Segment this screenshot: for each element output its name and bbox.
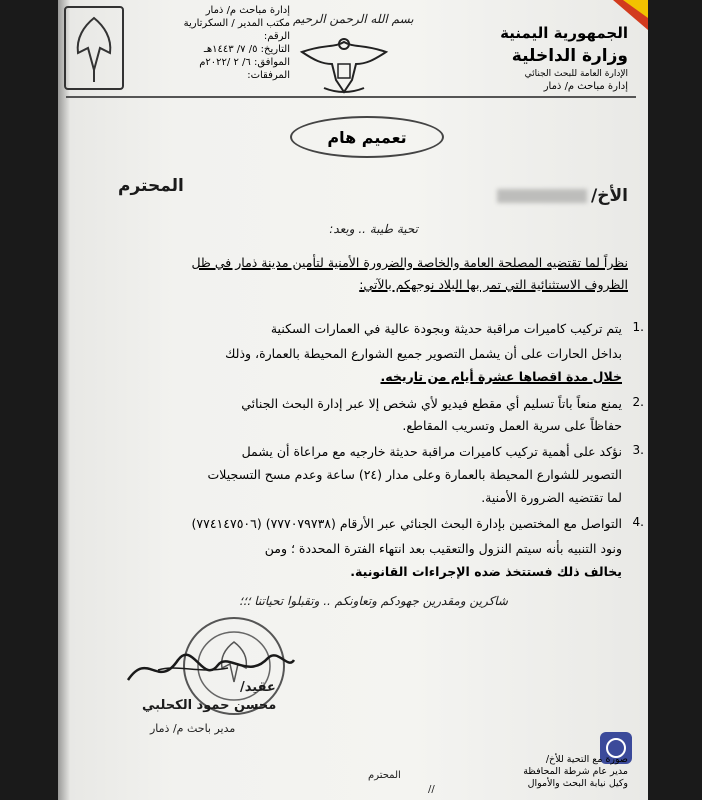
item-1-line-2: بداخل الحارات على أن يشمل التصوير جميع الشوارع المحيطة بالعمارة، وذلك	[225, 346, 622, 361]
item-2-line-1: يمنع منعاً باتاً تسليم أي مقطع فيديو لأي شخص إلا عبر إدارة البحث الجنائي	[241, 396, 622, 411]
header-left-attachments: المرفقات:	[247, 70, 290, 81]
respected-label: المحترم	[118, 176, 184, 196]
footer-line1: مدير عام شرطة المحافظة	[523, 766, 628, 777]
intro-line-2: الظروف الاستثنائية التي تمر بها البلاد نوجهكم بالآتي:	[359, 277, 628, 292]
addressee-label	[493, 186, 628, 206]
item-2-number: 2.	[632, 395, 644, 409]
item-4-line-1: التواصل مع المختصين بإدارة البحث الجنائي عبر الأرقام (٧٧٧٠٧٩٧٣٨) (٧٧٤١٤٧٥٠٦)	[191, 516, 622, 531]
ministry-name: وزارة الداخلية	[511, 46, 628, 66]
item-1-line-3: خلال مدة اقصاها عشرة أيام من تاريخه.	[380, 369, 622, 384]
item-2-line-2: حفاظاً على سرية العمل وتسريب المقاطع.	[402, 418, 622, 433]
signatory-name: محسن حمود الكحلبي	[142, 698, 277, 713]
item-1-line-1: يتم تركيب كاميرات مراقبة حديثة وبجودة عالية في العمارات السكنية	[270, 321, 622, 336]
directorate-name: الإدارة العامة للبحث الجنائي	[524, 69, 628, 79]
header-left-date: التاريخ: ٥/ ٧/ ١٤٤٣هـ	[203, 44, 290, 55]
item-4-number: 4.	[632, 515, 644, 529]
eagle-emblem-icon	[66, 8, 122, 88]
footer-respected: المحترم	[368, 770, 401, 781]
document-page	[58, 0, 648, 800]
redacted-name	[497, 189, 587, 203]
signatory-rank: عقيد/	[240, 680, 276, 695]
addressee-to: الأخ/	[591, 186, 628, 206]
republic-name: الجمهورية اليمنية	[500, 24, 628, 42]
item-1-number: 1.	[632, 320, 644, 334]
header-left-line2: مكتب المدير / السكرتارية	[183, 18, 290, 29]
header-left-line1: إدارة مباحث م/ ذمار	[205, 5, 290, 16]
item-3-number: 3.	[632, 443, 644, 457]
salutation: تحية طيبة .. وبعد:	[329, 222, 418, 236]
page-shadow	[58, 0, 70, 800]
closing-line: شاكرين ومقدرين جهودكم وتعاونكم .. وتقبلوا تحياتنا ؛؛؛	[239, 594, 508, 608]
footer-line2: وكيل نيابة البحث والأموال	[527, 778, 628, 789]
signatory-role: مدير باحث م/ ذمار	[150, 722, 236, 735]
republic-eagle-emblem-icon	[294, 34, 394, 96]
item-3-line-3: لما تقتضيه الضرورة الأمنية.	[481, 490, 622, 505]
footer-mark: //	[428, 784, 435, 795]
header-left-ref: الرقم:	[263, 31, 290, 42]
document-title: تعميم هام	[290, 116, 444, 158]
header-left-block	[120, 4, 290, 82]
item-4-line-3: يخالف ذلك فستتخذ ضده الإجراءات القانونية.	[350, 564, 622, 579]
footer-copy-to: صورة مع التحية للأخ/	[545, 754, 628, 765]
item-3-line-2: التصوير للشوارع المحيطة بالعمارة وعلى مدار (٢٤) ساعة وعدم مسح التسجيلات	[207, 467, 622, 482]
item-4-line-2: ونود التنبيه بأنه سيتم النزول والتعقيب بعد انتهاء الفترة المحددة ؛ ومن	[264, 541, 622, 556]
branch-name: إدارة مباحث م/ ذمار	[543, 81, 628, 92]
intro-line-1: نظراً لما تقتضيه المصلحة العامة والخاصة والضرورة الأمنية لتأمين مدينة ذمار في ظل	[191, 255, 628, 270]
basmala: بسم الله الرحمن الرحيم	[293, 12, 414, 26]
header-left-date2: الموافق: ٦/ ٢ /٢٠٢٢م	[199, 57, 290, 68]
official-stamp-small	[64, 6, 124, 90]
footer-block	[458, 754, 628, 790]
header-right-block	[458, 22, 628, 93]
header-divider	[66, 96, 636, 98]
item-3-line-1: نؤكد على أهمية تركيب كاميرات مراقبة حديثة خارجيه مع مراعاة أن يشمل	[241, 444, 622, 459]
